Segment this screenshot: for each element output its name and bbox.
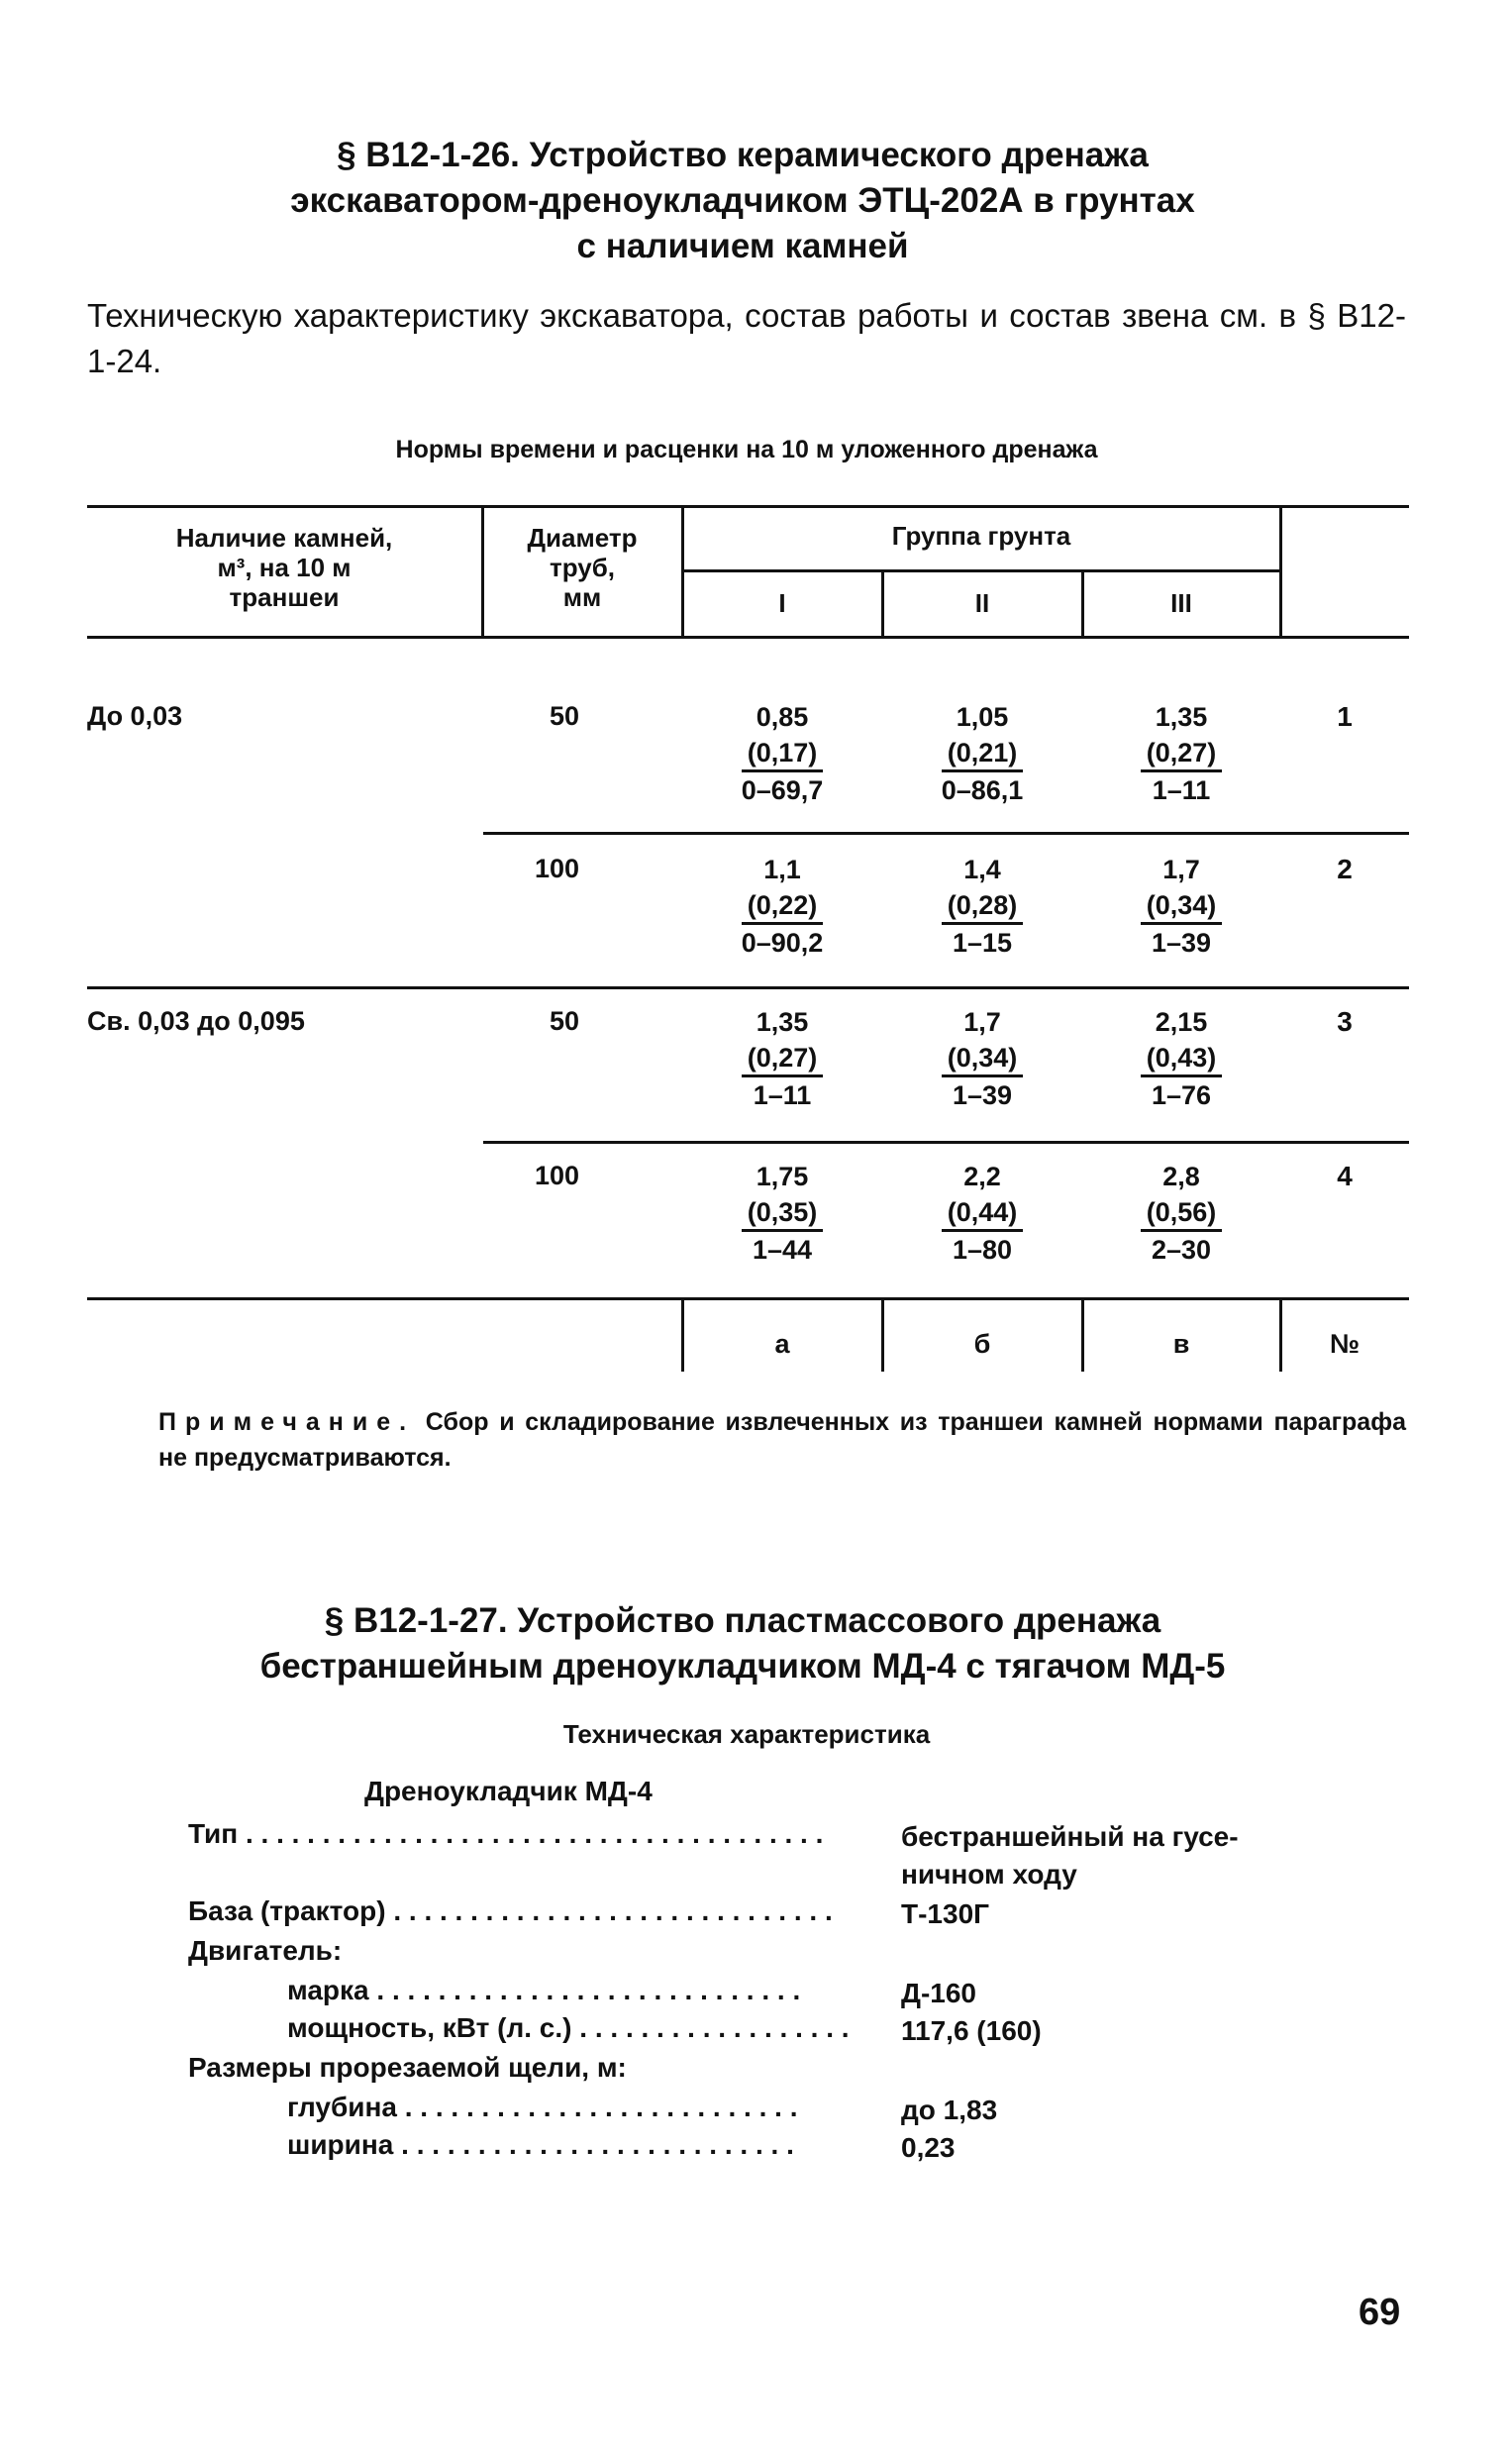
table-rule-top xyxy=(87,505,1409,508)
table-rule-group xyxy=(681,569,1280,572)
diameter-cell: 50 xyxy=(549,701,579,731)
rate-value: 0–86,1 xyxy=(941,775,1024,805)
rate-value: 1–39 xyxy=(952,1080,1013,1110)
spec-value: 0,23 xyxy=(901,2132,956,2163)
row-label-upto-003: До 0,03 xyxy=(87,701,183,731)
norms-table xyxy=(87,505,1409,1372)
norm-cell xyxy=(883,1004,1081,1113)
norm-paren: (0,34) xyxy=(942,1041,1024,1077)
spec-label-text: марка xyxy=(287,1975,369,2005)
spec-label-text: ширина xyxy=(287,2129,394,2160)
column-letter-a: а xyxy=(774,1329,790,1359)
column-number-sign: № xyxy=(1329,1329,1361,1359)
table-rule-row xyxy=(483,832,1409,835)
row-label-003-0095: Св. 0,03 до 0,095 xyxy=(87,1006,305,1036)
rate-value: 1–44 xyxy=(752,1235,813,1265)
note-label: Примечание. xyxy=(158,1408,416,1436)
norm-paren: (0,17) xyxy=(742,736,824,772)
diameter-cell: 100 xyxy=(534,1161,579,1190)
spec-label-text: Тип xyxy=(188,1818,239,1849)
spec-value: до 1,83 xyxy=(901,2095,998,2125)
norm-value: 1,7 xyxy=(963,1007,1001,1037)
rate-value: 0–90,2 xyxy=(741,928,824,958)
norm-value: 1,4 xyxy=(963,855,1001,884)
spec-value: Т-130Г xyxy=(901,1898,990,1929)
norm-value: 1,1 xyxy=(763,855,801,884)
row-number: 3 xyxy=(1337,1006,1353,1037)
header-group-2: II xyxy=(974,588,990,618)
header-stones-line: Наличие камней, xyxy=(175,523,393,553)
table-note xyxy=(158,1404,1406,1476)
spec-value: 117,6 (160) xyxy=(901,2015,1042,2046)
norm-value: 1,35 xyxy=(1155,702,1208,732)
spec-label: Размеры прорезаемой щели, м: xyxy=(188,2052,627,2083)
norm-value: 0,85 xyxy=(756,702,809,732)
rate-value: 1–76 xyxy=(1151,1080,1212,1110)
diameter-cell: 50 xyxy=(549,1006,579,1036)
diameter-cell: 100 xyxy=(534,854,579,883)
norm-value: 2,2 xyxy=(963,1162,1001,1191)
row-number: 1 xyxy=(1337,701,1353,732)
norm-value: 1,7 xyxy=(1162,855,1200,884)
rate-value: 1–15 xyxy=(952,928,1013,958)
norm-paren: (0,22) xyxy=(742,888,824,925)
spec-value: Д-160 xyxy=(901,1978,976,2008)
norm-value: 1,35 xyxy=(756,1007,809,1037)
norm-value: 1,75 xyxy=(756,1162,809,1191)
table-rule-row xyxy=(483,1141,1409,1144)
spec-label-text: глубина xyxy=(287,2092,397,2122)
spec-label: Тип . . . . . . . . . . . . . . . . . . . . . . . . . . . . . . . . . . . . . . xyxy=(188,1818,824,1849)
rate-value: 0–69,7 xyxy=(741,775,824,805)
norm-paren: (0,34) xyxy=(1141,888,1223,925)
header-soil-group: Группа грунта xyxy=(891,521,1071,551)
norm-paren: (0,56) xyxy=(1141,1195,1223,1232)
header-stones-line: траншеи xyxy=(229,582,340,612)
spec-label: ширина . . . . . . . . . . . . . . . . . . . . . . . . . . xyxy=(287,2129,794,2160)
machine-name: Дреноукладчик МД-4 xyxy=(364,1776,653,1806)
column-letter-v: в xyxy=(1172,1329,1190,1359)
norm-cell xyxy=(683,699,881,808)
section-26-title-line: с наличием камней xyxy=(576,227,909,265)
header-stones xyxy=(87,523,481,612)
header-diameter-line: Диаметр xyxy=(527,523,638,553)
row-number: 4 xyxy=(1337,1161,1353,1191)
section-26-intro: Техническую характеристику экскаватора, состав работы и состав звена см. в § В12-1-24. xyxy=(87,297,1406,379)
table-rule-footer xyxy=(87,1297,1409,1300)
header-group-1: I xyxy=(778,588,786,618)
spec-label: марка . . . . . . . . . . . . . . . . . . . . . . . . . . . . xyxy=(287,1975,801,2005)
rate-value: 1–39 xyxy=(1151,928,1212,958)
rate-value: 1–11 xyxy=(1152,775,1211,805)
norm-cell xyxy=(883,699,1081,808)
table-rule-row xyxy=(87,986,1409,989)
norm-cell xyxy=(1083,1159,1279,1268)
column-letter-b: б xyxy=(973,1329,991,1359)
norm-paren: (0,21) xyxy=(942,736,1024,772)
table-rule-vertical xyxy=(1279,1297,1282,1372)
norm-cell xyxy=(1083,699,1279,808)
page-number: 69 xyxy=(1359,2292,1401,2333)
section-27-title-line: § В12-1-27. Устройство пластмассового дренажа xyxy=(324,1601,1161,1640)
norm-paren: (0,28) xyxy=(942,888,1024,925)
norm-paren: (0,35) xyxy=(742,1195,824,1232)
spec-label: мощность, кВт (л. с.) . . . . . . . . . . . . . . . . . . xyxy=(287,2012,850,2043)
rate-value: 2–30 xyxy=(1151,1235,1212,1265)
norm-value: 2,15 xyxy=(1155,1007,1208,1037)
spec-label-text: База (трактор) xyxy=(188,1895,386,1926)
header-diameter xyxy=(483,523,681,612)
header-group-3: III xyxy=(1170,588,1192,618)
norm-cell xyxy=(683,1004,881,1113)
table-rule-header xyxy=(87,636,1409,639)
spec-label: глубина . . . . . . . . . . . . . . . . . . . . . . . . . . xyxy=(287,2092,798,2122)
table-rule-vertical xyxy=(1279,505,1282,636)
norm-value: 1,05 xyxy=(956,702,1009,732)
norm-cell xyxy=(1083,1004,1279,1113)
section-27-title-line: бестраншейным дреноукладчиком МД-4 с тягачом МД-5 xyxy=(259,1647,1226,1686)
spec-value: бестраншейный на гусе- xyxy=(901,1821,1239,1852)
note-text: Сбор и складирование извлеченных из траншеи камней нормами параграфа не предусматриваются. xyxy=(158,1408,1406,1472)
section-26-title-line: экскаватором-дреноукладчиком ЭТЦ-202А в грунтах xyxy=(290,181,1195,220)
norm-cell xyxy=(883,852,1081,961)
header-diameter-line: труб, xyxy=(549,553,615,582)
spec-value: ничном ходу xyxy=(901,1859,1077,1890)
spec-subtitle: Техническая характеристика xyxy=(562,1719,931,1749)
rate-value: 1–11 xyxy=(753,1080,812,1110)
norm-cell xyxy=(1083,852,1279,961)
header-stones-line: м³, на 10 м xyxy=(217,553,352,582)
norm-paren: (0,27) xyxy=(742,1041,824,1077)
spec-label: Двигатель: xyxy=(188,1935,343,1966)
section-26-title-line: § В12-1-26. Устройство керамического дренажа xyxy=(337,136,1149,174)
spec-label: База (трактор) . . . . . . . . . . . . . . . . . . . . . . . . . . . . . xyxy=(188,1895,833,1926)
table-caption: Нормы времени и расценки на 10 м уложенного дренажа xyxy=(395,436,1098,463)
row-number: 2 xyxy=(1337,854,1353,884)
section-26-title xyxy=(158,133,1327,269)
norm-paren: (0,27) xyxy=(1141,736,1223,772)
section-27-title xyxy=(158,1598,1327,1689)
norm-cell xyxy=(683,852,881,961)
norm-cell xyxy=(883,1159,1081,1268)
norm-value: 2,8 xyxy=(1162,1162,1200,1191)
header-diameter-line: мм xyxy=(562,582,602,612)
spec-label-text: мощность, кВт (л. с.) xyxy=(287,2012,572,2043)
norm-paren: (0,43) xyxy=(1141,1041,1223,1077)
norm-cell xyxy=(683,1159,881,1268)
norm-paren: (0,44) xyxy=(942,1195,1024,1232)
rate-value: 1–80 xyxy=(952,1235,1013,1265)
